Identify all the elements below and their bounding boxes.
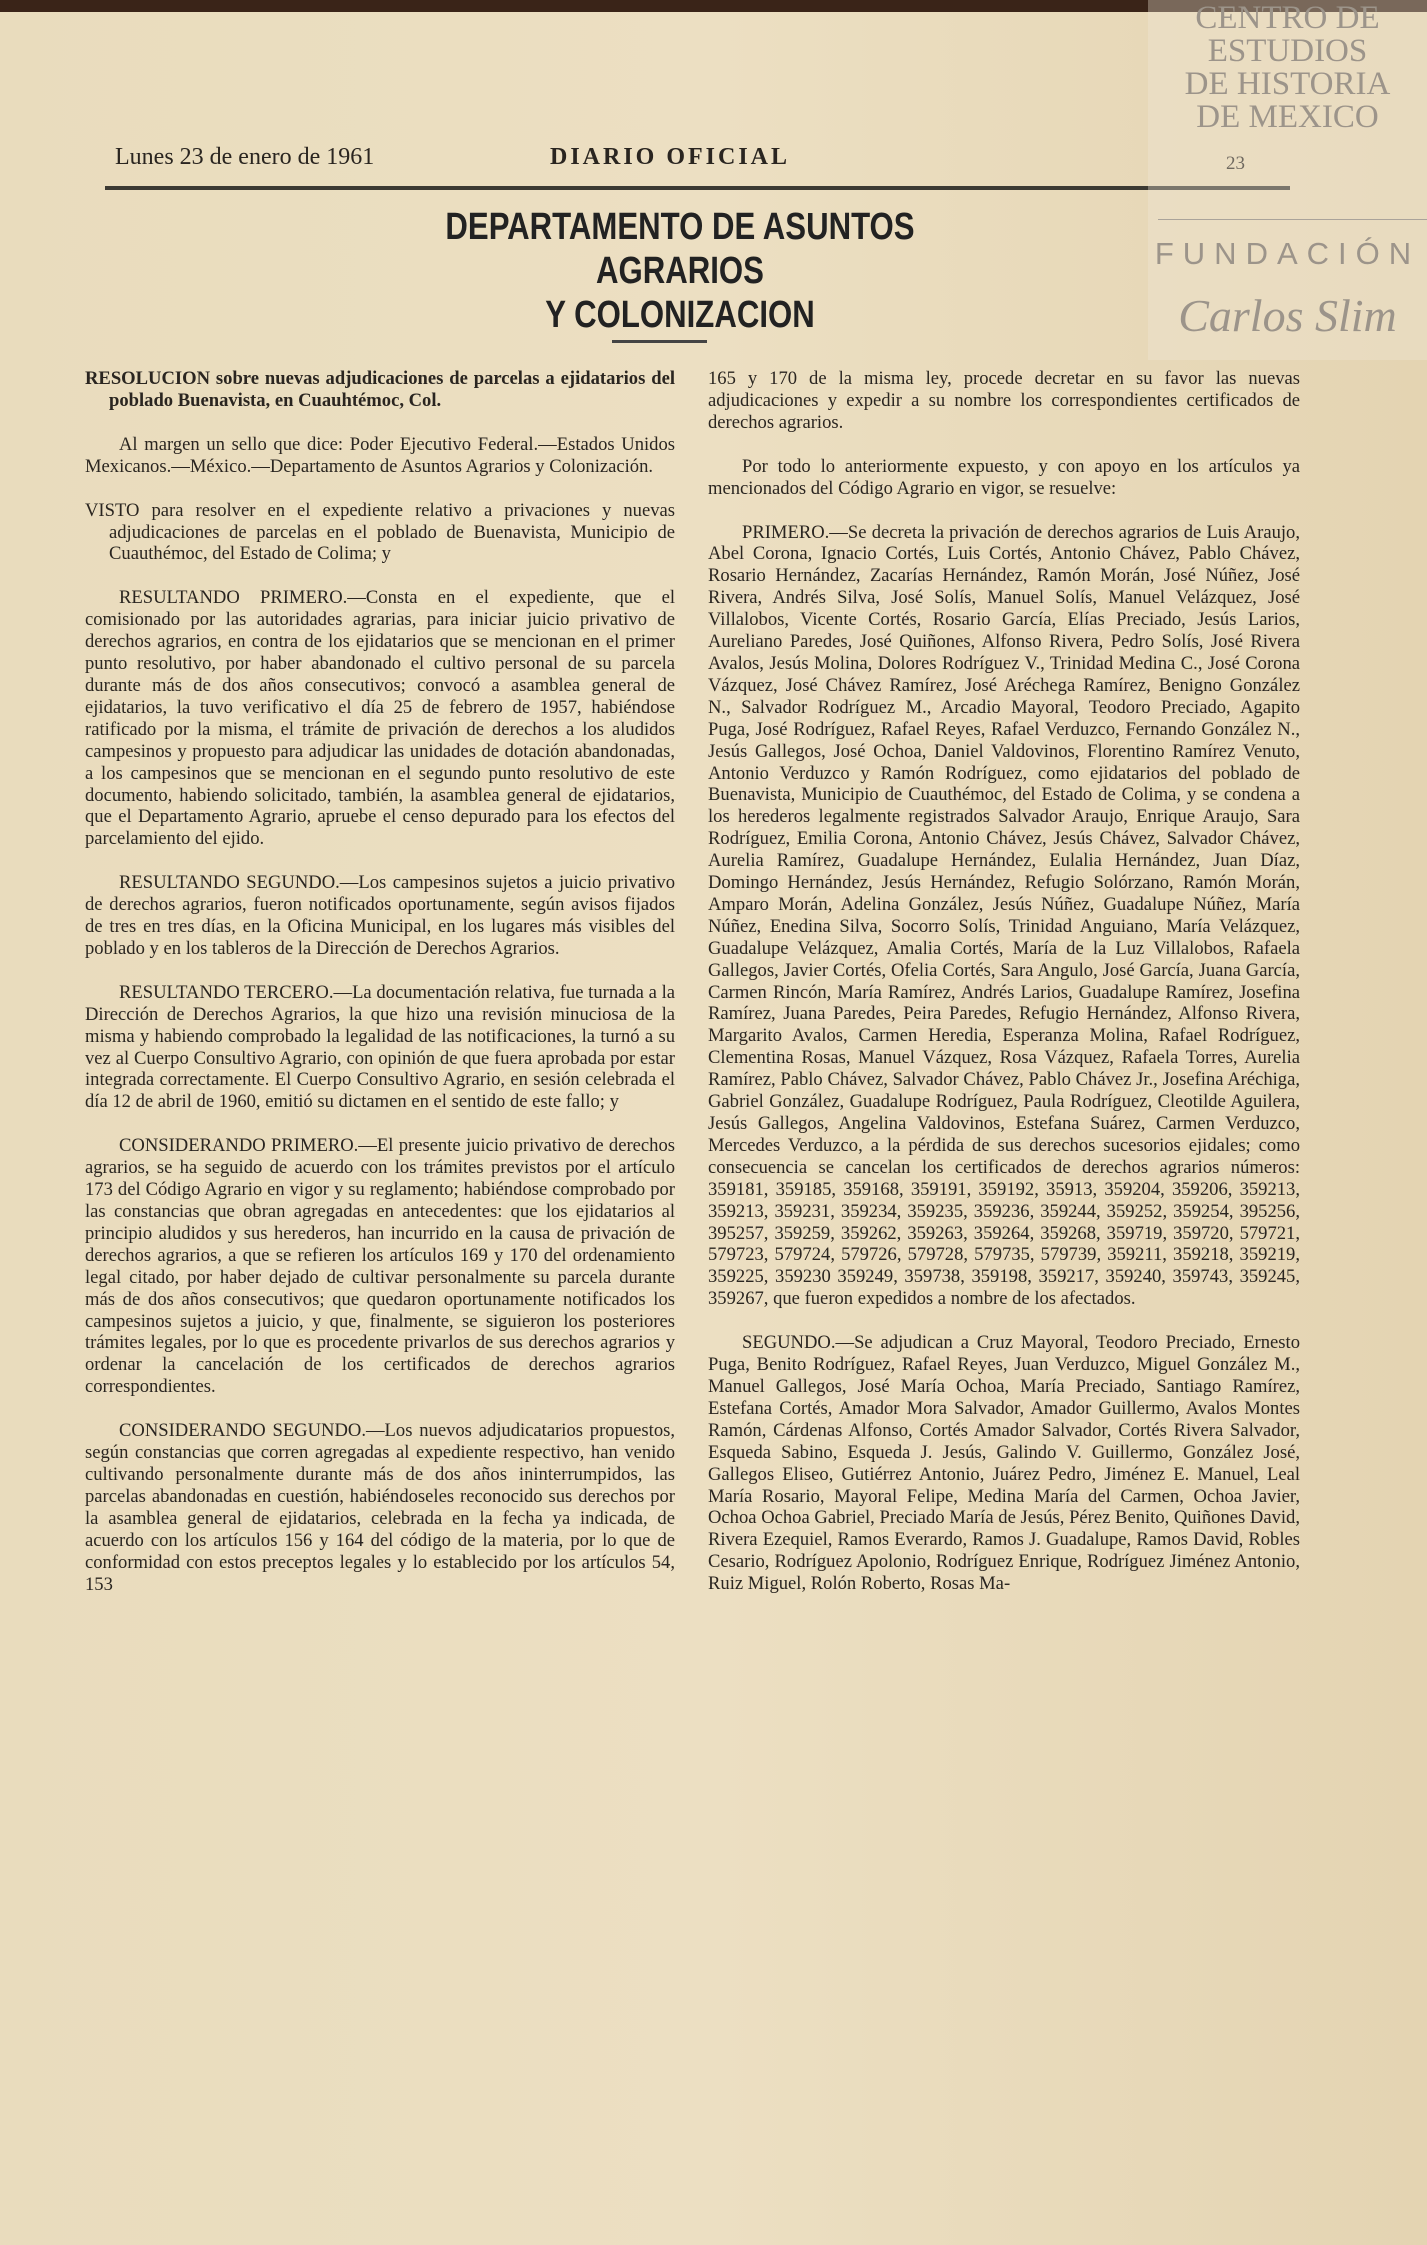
title-line-2: Y COLONIZACION: [545, 294, 815, 336]
paragraph: 165 y 170 de la misma ley, procede decretar en su favor las nuevas adjudicaciones y expedir a su nombre los correspondientes certificados de derechos agrarios.: [708, 368, 1300, 433]
paragraph: CONSIDERANDO PRIMERO.—El presente juicio privativo de derechos agrarios, se ha seguido de acuerdo con los trámites previstos por el artículo 173 del Código Agrario en vigor y su reglamento; habiéndose comprobado por las constancias que obran agregadas en antecedentes: que los ejidatarios al principio aludidos y sus herederos, han incurrido en la causa de privación de derechos agrarios, a que se refieren los artículos 169 y 170 del ordenamiento legal citado, por haber dejado de cultivar personalmente su parcela durante más de dos años consecutivos; que quedaron oportunamente notificados los campesinos sujetos a juicio, y que, finalmente, se siguieron los posteriores trámites legales, por lo que es procedente privarlos de sus derechos agrarios y ordenar la cancelación de los certificados de derechos agrarios correspondientes.: [85, 1135, 675, 1398]
paragraph: RESULTANDO TERCERO.—La documentación relativa, fue turnada a la Dirección de Derechos Agrarios, la que hizo una revisión minuciosa de la misma y habiendo comprobado la legalidad de las notificaciones, la turnó a su vez al Cuerpo Consultivo Agrario, con opinión de que fuera aprobada por estar integrada correctamente. El Cuerpo Consultivo Agrario, en sesión celebrada el día 12 de abril de 1960, emitió su dictamen en el sentido de este fallo; y: [85, 981, 675, 1113]
paragraph: VISTO para resolver en el expediente relativo a privaciones y nuevas adjudicaciones de parcelas en el poblado de Buenavista, Municipio de Cuauthémoc, del Estado de Colima; y: [85, 499, 675, 565]
title-line-1: DEPARTAMENTO DE ASUNTOS AGRARIOS: [445, 206, 915, 292]
paragraph: PRIMERO.—Se decreta la privación de derechos agrarios de Luis Araujo, Abel Corona, Ignacio Cortés, Luis Cortés, Antonio Chávez, Pablo Chávez, Rosario Hernández, Zacarías Hernández, Ramón Morán, José Núñez, José Rivera, Andrés Silva, José Solís, Manuel Solís, Manuel Velázquez, José Villalobos, Vicente Cortés, Rosario García, Elías Preciado, Jesús Larios, Aureliano Paredes, José Quiñones, Alfonso Rivera, Pedro Solís, José Rivera Avalos, Jesús Molina, Dolores Rodríguez V., Trinidad Medina C., José Corona Vázquez, José Chávez Ramírez, José Aréchega Ramírez, Benigno González N., Salvador Rodríguez M., Arcadio Mayoral, Teodoro Preciado, Agapito Puga, José Rodríguez, Rafael Reyes, Rafael Verduzco, Fernando González N., Jesús Gallegos, José Ochoa, Daniel Valdovinos, Florentino Ramírez Venuto, Antonio Verduzco y Ramón Rodríguez, como ejidatarios del poblado de Buenavista, Municipio de Cuauthémoc, del Estado de Colima, y se condena a los herederos legalmente registrados Salvador Araujo, Enrique Araujo, Sara Rodríguez, Emilia Corona, Antonio Chávez, Jesús Chávez, Salvador Chávez, Aurelia Ramírez, Guadalupe Hernández, Eulalia Hernández, Juan Díaz, Domingo Hernández, Jesús Hernández, Refugio Solórzano, Ramón Morán, Amparo Morán, Adelina González, Jesús Núñez, Guadalupe Núñez, María Núñez, Enedina Silva, Socorro Solís, Trinidad Anguiano, María Velázquez, Guadalupe Velázquez, Amalia Cortés, María de la Luz Villalobos, Rafaela Gallegos, Javier Cortés, Ofelia Cortés, Sara Angulo, José García, Juana García, Carmen Rincón, María Ramírez, Andrés Larios, Guadalupe Ramírez, Josefina Ramírez, Juana Paredes, Peira Paredes, Refugio Hernández, Alfonso Rivera, Margarito Avalos, Carmen Heredia, Esperanza Molina, Rafael Rodríguez, Clementina Rosas, Manuel Vázquez, Rosa Vázquez, Rafaela Torres, Aurelia Ramírez, Pablo Chávez, Salvador Chávez, Pablo Chávez Jr., Josefina Aréchiga, Gabriel González, Guadalupe Rodríguez, Paula Rodríguez, Cleotilde Aguilera, Jesús Gallegos, Angelina Valdovinos, Estefana Suárez, Carmen Verduzco, Mercedes Verduzco, a la pérdida de sus derechos sucesorios ejidales; como consecuencia se cancelan los certificados de derechos agrarios números: 359181, 359185, 359168, 359191, 359192, 35913, 359204, 359206, 359213, 359213, 359231, 359234, 359235, 359236, 359244, 359252, 359254, 395256, 395257, 359259, 359262, 359263, 359264, 359268, 359719, 359720, 579721, 579723, 579724, 579726, 579728, 579735, 579739, 359211, 359218, 359219, 359225, 359230 359249, 359738, 359198, 359217, 359240, 359743, 359245, 359267, que fueron expedidos a nombre de los afectados.: [708, 521, 1300, 1310]
watermark-line: CENTRO DE: [1195, 0, 1380, 36]
paragraph: RESULTANDO PRIMERO.—Consta en el expediente, que el comisionado por las autoridades agrarias, para iniciar juicio privativo de derechos agrarios, en contra de los ejidatarios que se mencionan en el primer punto resolutivo, por haber abandonado el cultivo personal de su parcela durante más de dos años consecutivos; convocó a asamblea general de ejidatarios, la tuvo verificativo el día 25 de febrero de 1957, habiéndose ratificado por la misma, el trámite de privación de derechos a los aludidos campesinos y propuesto para adjudicar las unidades de dotación abandonadas, a los campesinos que se mencionan en el segundo punto resolutivo de este documento, habiendo solicitado, también, la asamblea general de ejidatarios, que el Departamento Agrario, apruebe el censo depurado para los efectos del parcelamiento del ejido.: [85, 587, 675, 850]
resolution-heading: RESOLUCION sobre nuevas adjudicaciones de parcelas a ejidatarios del poblado Buenavista, en Cuauhtémoc, Col.: [85, 368, 675, 411]
paragraph: Al margen un sello que dice: Poder Ejecutivo Federal.—Estados Unidos Mexicanos.—México.—Departamento de Asuntos Agrarios y Colonización.: [85, 433, 675, 477]
archive-watermark: [1148, 0, 1427, 360]
header-publication: DIARIO OFICIAL: [550, 144, 791, 170]
left-column: [85, 368, 675, 1617]
watermark-rule: [1158, 219, 1427, 220]
header-rule: [105, 186, 1290, 190]
right-column: [708, 368, 1300, 1617]
running-header: [115, 143, 1245, 173]
page-number: 23: [1226, 153, 1245, 174]
paragraph: RESULTANDO SEGUNDO.—Los campesinos sujetos a juicio privativo de derechos agrarios, fueron notificados oportunamente, según avisos fijados de tres en tres días, en la Oficina Municipal, en los lugares más visibles del poblado y en los tableros de la Dirección de Derechos Agrarios.: [85, 872, 675, 959]
watermark-line: DE HISTORIA: [1184, 66, 1391, 102]
watermark-line: DE MEXICO: [1196, 99, 1379, 135]
title-divider: [612, 340, 707, 343]
paragraph: CONSIDERANDO SEGUNDO.—Los nuevos adjudicatarios propuestos, según constancias que corren agregadas al expediente respectivo, han venido cultivando personalmente durante más de dos años ininterrumpidos, las parcelas abandonadas en cuestión, habiéndoseles reconocido sus derechos por la asamblea general de ejidatarios, celebrada en la fecha ya indicada, de acuerdo con los artículos 156 y 164 del código de la materia, por lo que de conformidad con estos preceptos legales y lo establecido por los artículos 54, 153: [85, 1420, 675, 1595]
paragraph: SEGUNDO.—Se adjudican a Cruz Mayoral, Teodoro Preciado, Ernesto Puga, Benito Rodríguez, Rafael Reyes, Juan Verduzco, Miguel González M., Manuel Gallegos, José María Ochoa, María Preciado, Santiago Ramírez, Estefana Cortés, Amador Mora Salvador, Amador Guillermo, Avalos Montes Ramón, Cárdenas Alfonso, Cortés Amador Salvador, Cortés Rivera Salvador, Esqueda Sabino, Esqueda J. Jesús, Galindo V. Guillermo, González José, Gallegos Eliseo, Gutiérrez Antonio, Juárez Pedro, Jiménez E. Manuel, Leal María Rosario, Mayoral Felipe, Medina María del Carmen, Ochoa Javier, Ochoa Ochoa Gabriel, Preciado María de Jesús, Pérez Benito, Quiñones David, Rivera Ezequiel, Ramos Everardo, Ramos J. Guadalupe, Ramos David, Robles Cesario, Rodríguez Apolonio, Rodríguez Enrique, Rodríguez Jiménez Antonio, Ruiz Miguel, Rolón Roberto, Rosas Ma-: [708, 1332, 1300, 1595]
paragraph: Por todo lo anteriormente expuesto, y con apoyo en los artículos ya mencionados del Código Agrario en vigor, se resuelve:: [708, 455, 1300, 499]
section-title: [368, 205, 991, 337]
watermark-foundation: FUNDACIÓN: [1154, 236, 1421, 271]
watermark-signature: Carlos Slim: [1178, 290, 1397, 341]
header-date: Lunes 23 de enero de 1961: [115, 144, 375, 170]
watermark-line: ESTUDIOS: [1207, 33, 1368, 69]
